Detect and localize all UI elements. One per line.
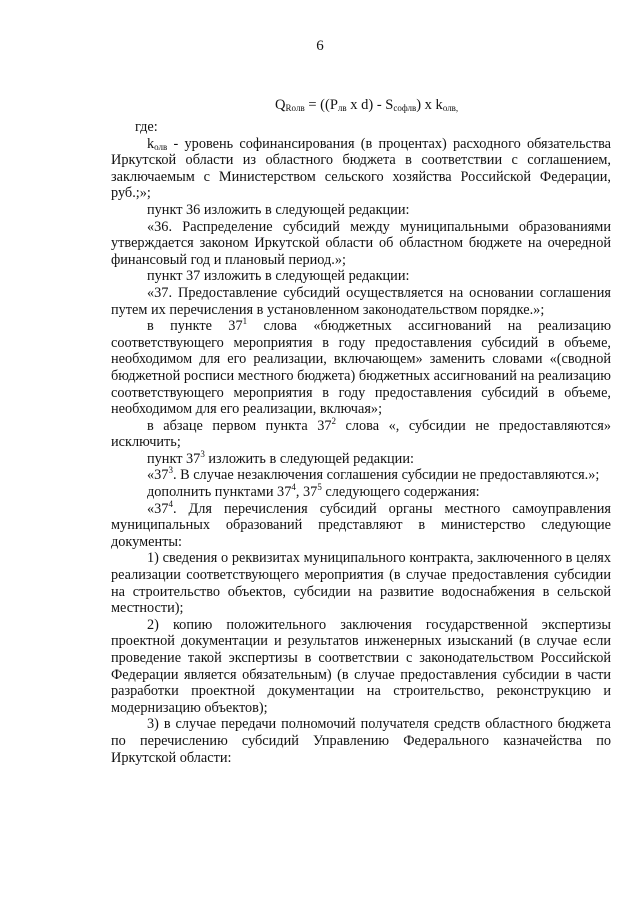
point-37-4-sup: 4 bbox=[168, 498, 173, 509]
point-37-4-lead: «37 bbox=[147, 500, 169, 517]
point-37-4-text bbox=[111, 498, 611, 551]
k-definition-text: - уровень софинансирования (в процентах) расходного обязательства Иркутской области из областного бюджета в соответствии с соглашением, заключаемым с Министерством сельского хозяйства Российской Федерации, руб.;»; bbox=[111, 135, 611, 202]
formula bbox=[275, 97, 458, 114]
point-37-2-body: слова «, субсидии не предоставляются» исключить; bbox=[111, 417, 611, 451]
point-37-text: «37. Предоставление субсидий осуществляется на основании соглашения путем их перечисления в установленном законодательством порядке.»; bbox=[111, 284, 611, 318]
point-37-3-intro-body: изложить в следующей редакции: bbox=[204, 450, 414, 467]
add-points-lead: дополнить пунктами 37 bbox=[147, 484, 292, 501]
formula-x-d: x d) - S bbox=[346, 97, 394, 113]
point-37-1-lead: в пункте 37 bbox=[147, 318, 243, 335]
point-37-intro: пункт 37 изложить в следующей редакции: bbox=[147, 268, 410, 285]
formula-k-sub: олв, bbox=[442, 103, 459, 113]
point-37-1-sup: 1 bbox=[242, 316, 248, 327]
formula-q-sub: Roлв bbox=[285, 103, 305, 113]
document-body bbox=[111, 119, 611, 766]
list-item-3: 3) в случае передачи полномочий получателя средств областного бюджета по перечислению субсидий Управлению Федерального казначейства по Иркутской области: bbox=[111, 716, 611, 766]
add-points-sup-5: 5 bbox=[317, 482, 322, 493]
k-definition bbox=[111, 136, 611, 202]
add-points-mid: , 37 bbox=[295, 484, 318, 501]
point-37-1-amendment bbox=[111, 318, 611, 418]
list-item-2: 2) копию положительного заключения государственной экспертизы проектной документации и результатов инженерных изысканий (в случае если проведение такой экспертизы в соответствии с законодательством Российской Федерации является обязательным) (в случае предоставления субсидии в части разработки проектной документации на строительство, реконструкцию и модернизацию объектов); bbox=[111, 616, 611, 716]
point-37-4-body: . Для перечисления субсидий органы местного самоуправления муниципальных образований представляют в министерство следующие документы: bbox=[111, 500, 611, 550]
point-37-2-amendment bbox=[111, 415, 611, 451]
point-37-3-text-sup: 3 bbox=[168, 465, 173, 476]
page-number: 6 bbox=[316, 38, 324, 54]
point-37-2-lead: в абзаце первом пункта 37 bbox=[147, 417, 332, 434]
point-37-3-intro-lead: пункт 37 bbox=[147, 450, 201, 467]
add-points-intro bbox=[111, 484, 611, 501]
formula-q: Q bbox=[275, 97, 286, 113]
point-37-3-text bbox=[111, 467, 611, 484]
point-36-intro: пункт 36 изложить в следующей редакции: bbox=[147, 201, 410, 218]
point-37-2-sup: 2 bbox=[331, 415, 336, 426]
formula-s-sub: софлв bbox=[393, 103, 417, 113]
formula-close: ) x k bbox=[416, 97, 443, 113]
point-37-3-text-lead: «37 bbox=[147, 467, 169, 484]
point-37-3-text-body: . В случае незаключения соглашения субсидии не предоставляются.»; bbox=[172, 467, 600, 484]
add-points-sup-4: 4 bbox=[291, 482, 296, 493]
add-points-tail: следующего содержания: bbox=[321, 484, 480, 501]
list-item-1: 1) сведения о реквизитах муниципального контракта, заключенного в целях реализации соответствующего мероприятия (в случае предоставления субсидии на строительство объектов, субсидии на развитие водоснабжения в сельской местности); bbox=[111, 550, 611, 617]
formula-p-sub: лв bbox=[337, 103, 347, 113]
where-label: где: bbox=[135, 119, 158, 135]
k-letter: k bbox=[147, 135, 155, 152]
formula-eq-open: = ((P bbox=[304, 97, 338, 113]
point-37-3-intro-sup: 3 bbox=[200, 448, 205, 459]
point-36-text: «36. Распределение субсидий между муниципальными образованиями утверждается законом Иркутской области об областном бюджете на очередной финансовый год и плановый период.»; bbox=[111, 218, 611, 268]
k-subscript: олв bbox=[154, 141, 168, 152]
point-37-1-body: слова «бюджетных ассигнований на реализацию соответствующего мероприятия в году предоставления субсидий в объеме, необходимом для его реализации, включающем» заменить словами «(сводной бюджетной росписи местного бюджета) бюджетных ассигнований на реализацию соответствующего мероприятия в году предоставления субсидий в объеме, необходимом для его реализации, включая»; bbox=[111, 318, 611, 418]
point-37-3-intro bbox=[111, 448, 611, 468]
